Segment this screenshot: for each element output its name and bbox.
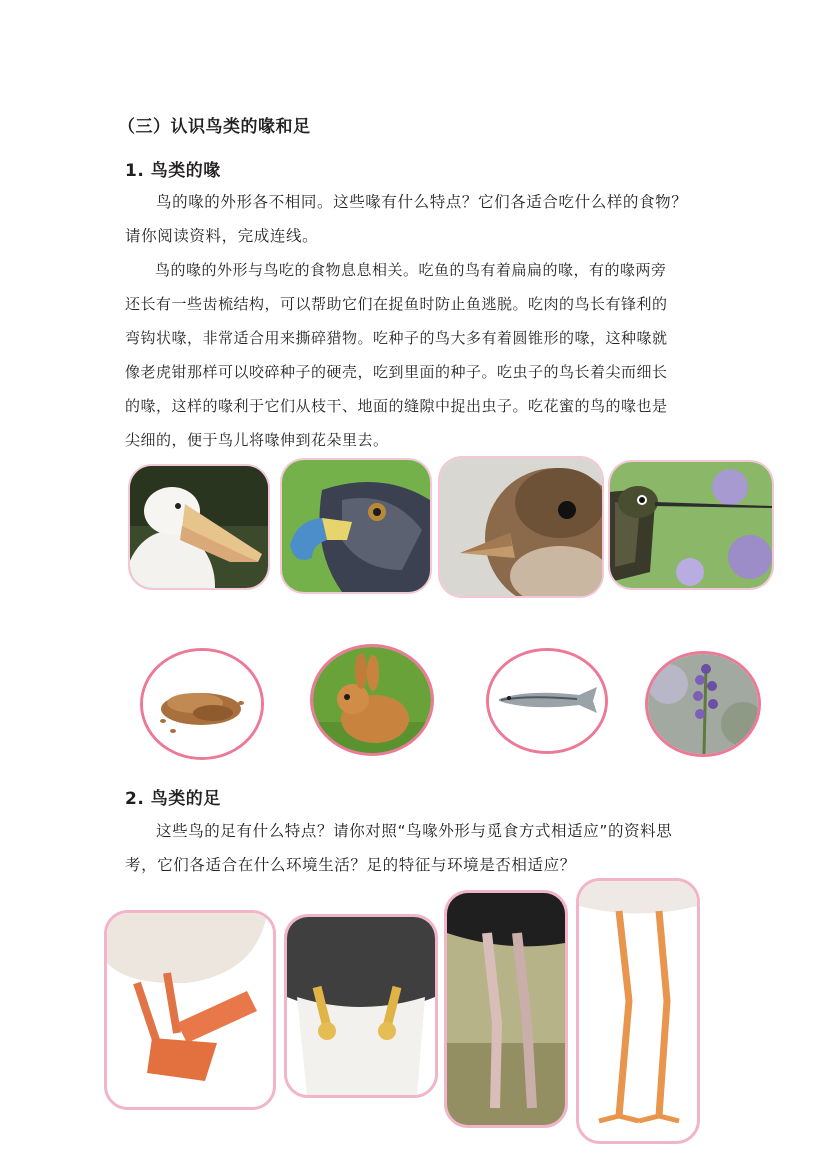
feet-text <box>125 814 725 882</box>
rabbit-photo[interactable] <box>310 644 434 756</box>
beak-heading: 1. 鸟类的喙 <box>125 161 221 181</box>
feet-text-line-1: 这些鸟的足有什么特点？请你对照“鸟喙外形与觅食方式相适应”的资料思 <box>156 822 673 840</box>
reading-line: 还长有一些齿梳结构，可以帮助它们在捉鱼时防止鱼逃脱。吃肉的鸟长有锋利的 <box>125 295 668 313</box>
intro-line-1: 鸟的喙的外形各不相同。这些喙有什么特点？它们各适合吃什么样的食物？ <box>156 193 688 211</box>
eagle-beak-photo[interactable] <box>282 460 430 592</box>
beak-intro <box>125 185 725 253</box>
hummingbird-beak-photo[interactable] <box>610 462 772 588</box>
sparrow-beak-photo[interactable] <box>440 458 602 596</box>
crane-legs-photo[interactable] <box>576 878 700 1144</box>
feet-text-line-2: 考，它们各适合在什么环境生活？足的特征与环境是否相适应？ <box>125 856 576 874</box>
fish-photo[interactable] <box>486 648 608 754</box>
section-title: （三）认识鸟类的喙和足 <box>118 117 311 137</box>
seeds-photo[interactable] <box>140 648 264 760</box>
intro-line-2: 请你阅读资料，完成连线。 <box>125 227 319 245</box>
reading-line: 尖细的，便于鸟儿将喙伸到花朵里去。 <box>125 431 389 449</box>
duck-feet-photo[interactable] <box>104 910 276 1110</box>
reading-line: 鸟的喙的外形与鸟吃的食物息息相关。吃鱼的鸟有着扁扁的喙，有的喙两旁 <box>155 261 667 279</box>
reading-passage <box>125 253 725 457</box>
reading-line: 的喙，这样的喙利于它们从枝干、地面的缝隙中捉出虫子。吃花蜜的鸟的喙也是 <box>125 397 668 415</box>
ostrich-legs-photo[interactable] <box>444 890 568 1128</box>
pelican-beak-photo[interactable] <box>130 466 268 588</box>
reading-line: 弯钩状喙，非常适合用来撕碎猎物。吃种子的鸟大多有着圆锥形的喙，这种喙就 <box>125 329 668 347</box>
eagle-feet-photo[interactable] <box>284 914 438 1098</box>
lavender-photo[interactable] <box>645 651 761 757</box>
reading-line: 像老虎钳那样可以咬碎种子的硬壳，吃到里面的种子。吃虫子的鸟长着尖而细长 <box>125 363 668 381</box>
feet-heading: 2. 鸟类的足 <box>125 789 221 809</box>
